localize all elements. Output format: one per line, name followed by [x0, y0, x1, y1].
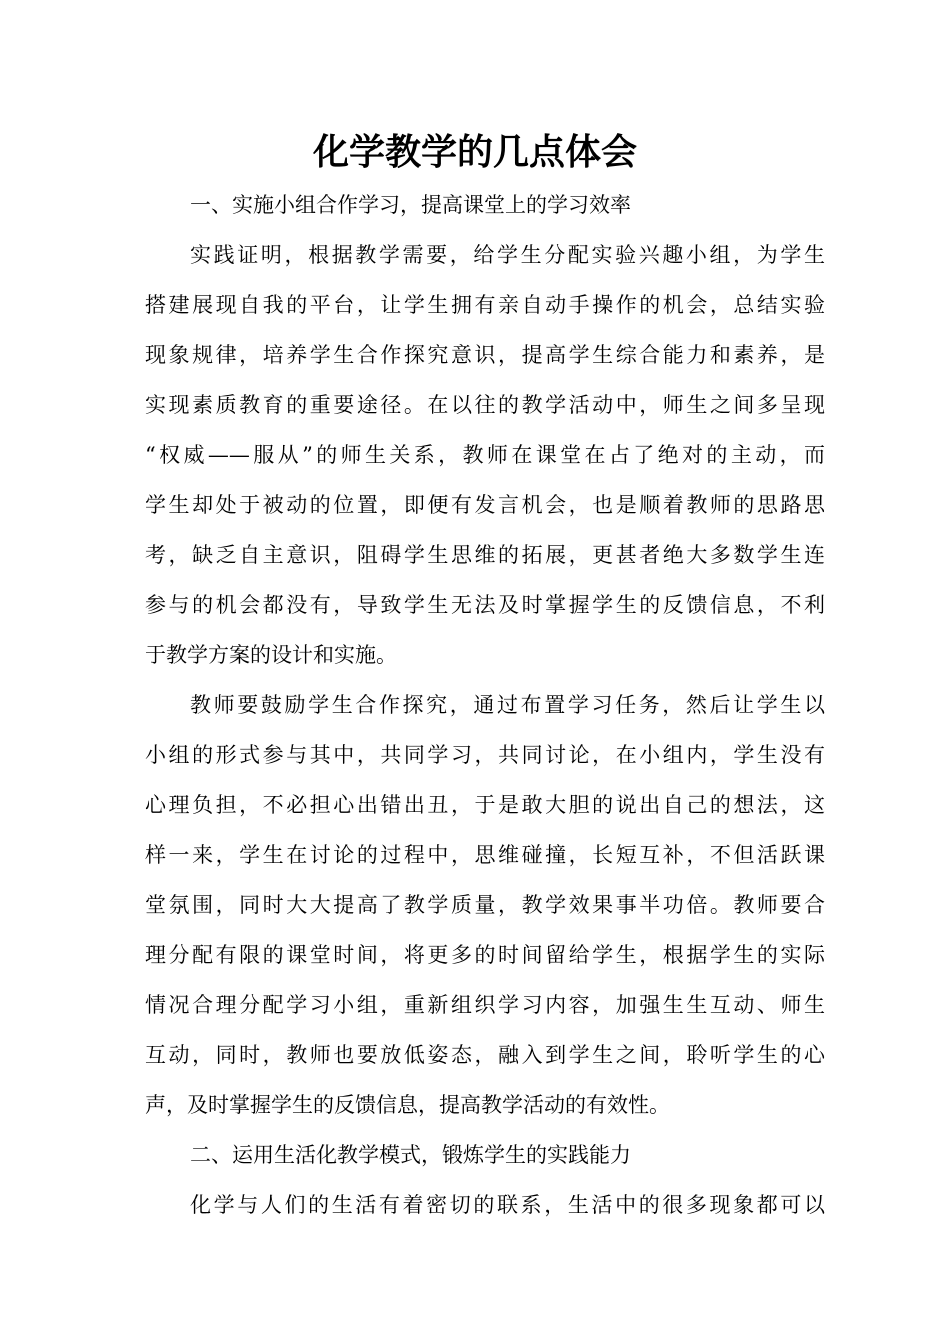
- paragraph-1-line-3: 现象规律，培养学生合作探究意识，提高学生综合能力和素养，是: [145, 343, 825, 367]
- paragraph-3-line-1: 化学与人们的生活有着密切的联系，生活中的很多现象都可以: [190, 1193, 825, 1217]
- paragraph-1-line-1: 实践证明，根据教学需要，给学生分配实验兴趣小组，为学生: [190, 243, 825, 267]
- paragraph-1-line-8: 参与的机会都没有，导致学生无法及时掌握学生的反馈信息，不利: [145, 593, 825, 617]
- section-heading-2: 二、运用生活化教学模式，锻炼学生的实践能力: [190, 1143, 631, 1167]
- paragraph-1-line-2: 搭建展现自我的平台，让学生拥有亲自动手操作的机会，总结实验: [145, 293, 825, 317]
- paragraph-2-line-8: 互动，同时，教师也要放低姿态，融入到学生之间，聆听学生的心: [145, 1043, 825, 1067]
- paragraph-2-line-3: 心理负担，不必担心出错出丑，于是敢大胆的说出自己的想法，这: [145, 793, 825, 817]
- section-heading-1: 一、实施小组合作学习，提高课堂上的学习效率: [190, 193, 631, 217]
- paragraph-2-line-4: 样一来，学生在讨论的过程中，思维碰撞，长短互补，不但活跃课: [145, 843, 825, 867]
- paragraph-1-line-5: “权威——服从”的师生关系，教师在课堂在占了绝对的主动，而: [145, 443, 825, 467]
- paragraph-2-line-6: 理分配有限的课堂时间，将更多的时间留给学生，根据学生的实际: [145, 943, 825, 967]
- paragraph-2-line-9: 声，及时掌握学生的反馈信息，提高教学活动的有效性。: [145, 1093, 670, 1117]
- paragraph-1-line-7: 考，缺乏自主意识，阻碍学生思维的拓展，更甚者绝大多数学生连: [145, 543, 825, 567]
- document-body: [145, 180, 825, 1230]
- paragraph-2-line-2: 小组的形式参与其中，共同学习，共同讨论，在小组内，学生没有: [145, 743, 825, 767]
- paragraph-2-line-1: 教师要鼓励学生合作探究，通过布置学习任务，然后让学生以: [190, 693, 825, 717]
- paragraph-2-line-7: 情况合理分配学习小组，重新组织学习内容，加强生生互动、师生: [145, 993, 825, 1017]
- paragraph-1-line-6: 学生却处于被动的位置，即便有发言机会，也是顺着教师的思路思: [145, 493, 825, 517]
- document-title: 化学教学的几点体会: [312, 131, 637, 173]
- paragraph-1-line-4: 实现素质教育的重要途径。在以往的教学活动中，师生之间多呈现: [145, 393, 825, 417]
- paragraph-1-line-9: 于教学方案的设计和实施。: [145, 643, 397, 667]
- paragraph-2-line-5: 堂氛围，同时大大提高了教学质量，教学效果事半功倍。教师要合: [145, 893, 825, 917]
